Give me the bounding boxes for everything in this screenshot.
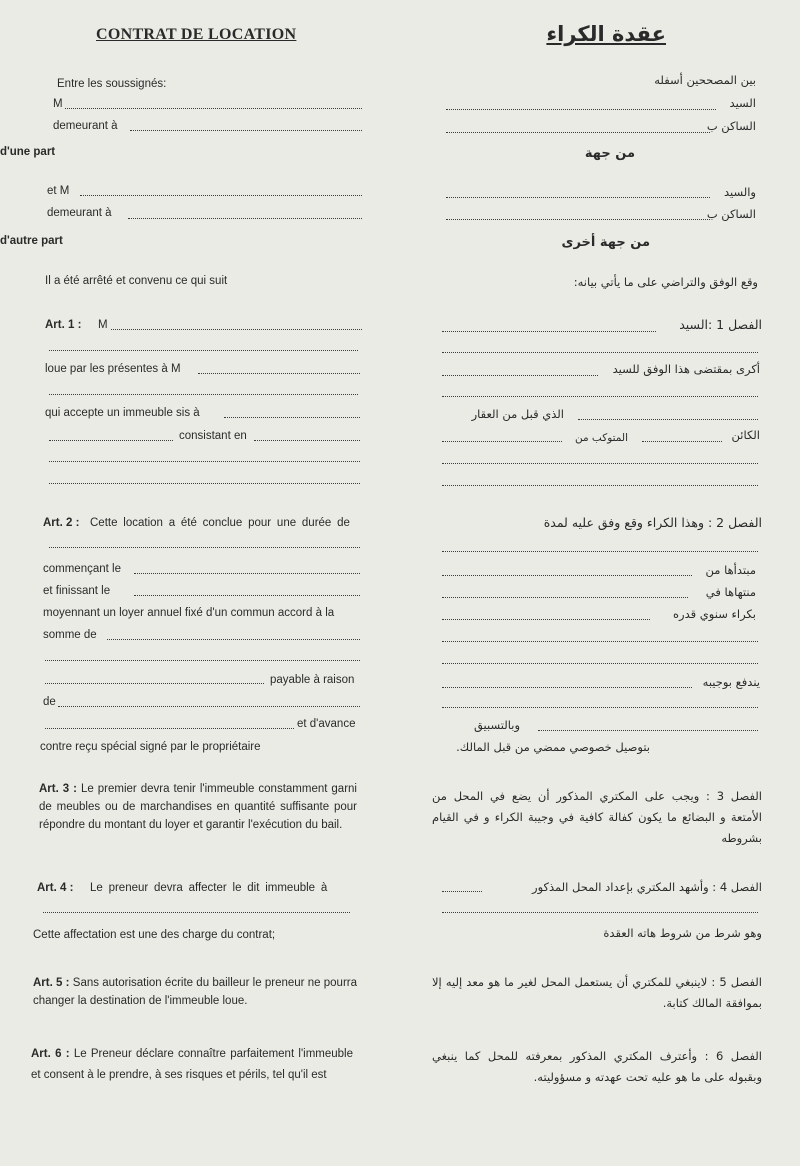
ar-sayed-label: السيد [729,96,756,110]
party2-label: et M [47,185,70,197]
consistant-text: consistant en [179,430,247,442]
art1-line-4[interactable] [49,461,360,462]
avance-text: et d'avance [297,718,356,730]
ar-party2-name-line[interactable] [446,197,710,198]
party1-name-line[interactable] [65,108,362,109]
ar-fasl1-line[interactable] [442,331,656,332]
recu-text: contre reçu spécial signé par le propriétaire [40,741,261,753]
finissant-line[interactable] [134,595,360,596]
ar-saken2-label: الساكن ب [706,207,756,221]
payable-line[interactable] [45,683,264,684]
ar-fasl4-line-2[interactable] [442,912,758,913]
ar-party1-address-line[interactable] [446,132,710,133]
ar-fasl6-paragraph: الفصل 6 : وأعترف المكتري المذكور بمعرفته للمحل كما ينبغي وبقبوله على ما هو عليه تحت عهدته و مسؤوليته. [432,1049,762,1084]
art5-text: Sans autorisation écrite du bailleur le preneur ne pourra changer la destination de l'immeuble loue. [33,977,358,1007]
ar-yodfa-line-2[interactable] [442,707,758,708]
ar-party2-address-line[interactable] [446,219,710,220]
art5-paragraph [33,974,357,1010]
art6-label: Art. 6 : [31,1048,70,1060]
ar-wasayed-label: والسيد [723,185,756,199]
ar-bikira-line-3[interactable] [442,663,758,664]
ar-motarakkib-line[interactable] [442,441,562,442]
art2-duration-line[interactable] [49,547,360,548]
title-arabic: عقدة الكراء [546,22,666,46]
ar-yodfa-label: يندفع بوجيبه [702,675,760,689]
ar-aqar-line[interactable] [578,419,758,420]
arrete-text: Il a été arrêté et convenu ce qui suit [45,275,228,287]
art2-label: Art. 2 : [43,517,80,529]
accepte-text: qui accepte un immeuble sis à [45,407,200,419]
party1-label: M [53,98,63,110]
ar-aqar-text: الذي قبل من العقار [471,407,564,421]
ar-wasl-text: بتوصيل خصوصي ممضي من قبل المالك. [456,740,650,754]
art6-text: Le Preneur déclare connaître parfaitement l'immeuble et consent à le prendre, à ses risques et périls, tel qu'il est [31,1048,353,1081]
commencant-text: commençant le [43,563,121,575]
ar-yodfa-line[interactable] [442,687,692,688]
ar-bikira-label: بكراء سنوي قدره [673,607,756,621]
ar-akra-line[interactable] [442,375,598,376]
somme-text: somme de [43,629,97,641]
loue-text: loue par les présentes à M [45,363,181,375]
ar-wafq-text: وقع الوفق والتراضي على ما يأتي بيانه: [573,275,758,289]
art1-name-line[interactable] [111,329,362,330]
ar-shart-text: وهو شرط من شروط هاته العقدة [603,926,762,940]
ar-bikira-line-2[interactable] [442,641,758,642]
ar-party1-name-line[interactable] [446,109,716,110]
art1-label: Art. 1 : [45,319,82,331]
ar-fasl1-line-5[interactable] [442,485,758,486]
art2-text: Cette location a été conclue pour une durée de [90,517,350,529]
ar-intro-text: بين المصححين أسفله [654,73,756,87]
ar-mobtadi-label: مبتدأها من [705,563,756,577]
ar-montaha-label: منتهاها في [705,585,756,599]
ar-mobtadi-line[interactable] [442,575,692,576]
art3-paragraph [39,780,357,834]
de-line[interactable] [58,706,360,707]
ar-fasl5-paragraph: الفصل 5 : لاينبغي للمكتري أن يستعمل المحل لغير ما هو معد إليه إلا بموافقة المالك كتابة. [432,975,763,1010]
ar-tasbiq-line[interactable] [538,730,758,731]
consistant-line[interactable] [254,440,360,441]
ar-jiha1-label: من جهة [584,146,635,161]
loue-line[interactable] [198,373,360,374]
moyennant-text: moyennant un loyer annuel fixé d'un commun accord à la [43,607,335,619]
art4-text: Le preneur devra affecter le dit immeuble à [90,882,328,894]
ar-motarakkib-text: المتوكب من [574,432,628,444]
ar-fasl1-line-3[interactable] [442,396,758,397]
ar-akra-text: أكرى بمقتضى هذا الوفق للسيد [612,362,760,376]
art6-paragraph [31,1044,353,1086]
finissant-text: et finissant le [43,585,111,597]
ar-jiha2-label: من جهة أخرى [561,235,650,250]
party1-address-line[interactable] [130,130,362,131]
ar-fasl1-text: الفصل 1 :السيد [679,317,762,332]
art3-label: Art. 3 : [39,783,77,795]
somme-line[interactable] [107,639,360,640]
art1-line-5[interactable] [49,483,360,484]
ar-fasl4-text: الفصل 4 : وأشهد المكتري بإعداد المحل المذكور [532,880,762,894]
affectation-text: Cette affectation est une des charge du contrat; [33,929,276,941]
party2-name-line[interactable] [80,195,362,196]
art1-line-2[interactable] [49,350,358,351]
consistant-leader-line[interactable] [49,440,173,441]
art1-line-3[interactable] [49,394,358,395]
une-part-label: d'une part [0,146,56,158]
ar-bikira-line[interactable] [442,619,650,620]
ar-fasl3-paragraph: الفصل 3 : ويجب على المكتري المذكور أن يضع في المحل من الأمتعة و البضائع ما يكون كفالة كافية في وجيبة الكراء و في القيام بشروطه [432,789,762,845]
art5-label: Art. 5 : [33,977,70,989]
title-french: CONTRAT DE LOCATION [96,26,297,43]
art3-text: Le premier devra tenir l'immeuble constamment garni de meubles ou de marchandises en quantité suffisante pour répondre du montant du loyer et garantir l'exécution du bail. [39,783,357,831]
art4-line[interactable] [43,912,350,913]
ar-kaen-label: الكائن [731,428,760,442]
party2-address-line[interactable] [128,218,362,219]
commencant-line[interactable] [134,573,360,574]
arabic-column [400,0,800,1166]
ar-montaha-line[interactable] [442,597,688,598]
de-text: de [43,696,56,708]
ar-tasbiq-label: وبالتسبيق [473,718,520,732]
party2-address-label: demeurant à [47,207,112,219]
ar-fasl1-line-2[interactable] [442,352,758,353]
accepte-line[interactable] [224,417,360,418]
ar-kaen-line[interactable] [642,441,722,442]
ar-fasl1-line-4[interactable] [442,463,758,464]
avance-line[interactable] [45,728,294,729]
party1-address-label: demeurant à [53,120,118,132]
payable-text: payable à raison [270,674,355,686]
intro-text: Entre les soussignés: [57,78,167,90]
art1-m-label: M [98,319,108,331]
ar-fasl2-line[interactable] [442,551,758,552]
autre-part-label: d'autre part [0,235,63,247]
ar-fasl4-line[interactable] [442,891,482,892]
ar-fasl2-text: الفصل 2 : وهذا الكراء وقع وفق عليه لمدة [543,515,762,530]
ar-saken1-label: الساكن ب [706,119,756,133]
somme-line-2[interactable] [45,660,360,661]
art4-label: Art. 4 : [37,882,74,894]
